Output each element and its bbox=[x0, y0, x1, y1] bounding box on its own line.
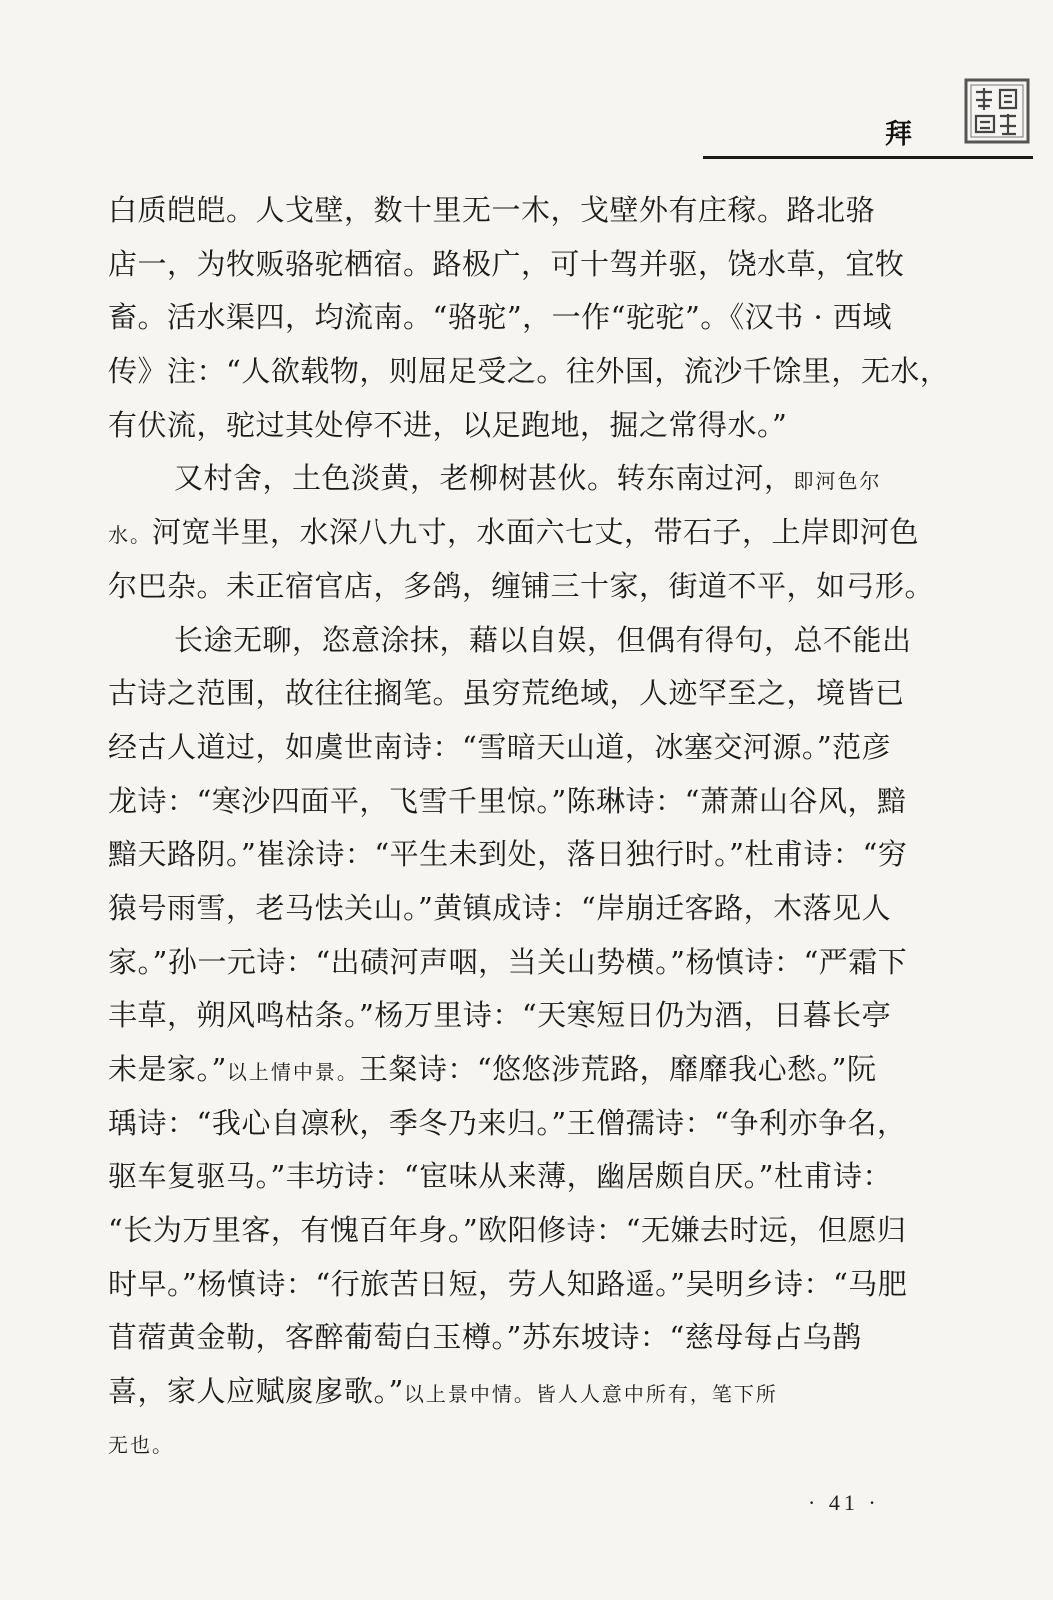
inline-note: 以上情中景。 bbox=[226, 1060, 359, 1084]
inline-note: 无也。 bbox=[108, 1432, 174, 1457]
seal-stamp bbox=[964, 78, 1030, 144]
text-line: 水。河宽半里，水深八九寸，水面六七丈，带石子，上岸即河色 bbox=[108, 515, 920, 550]
text-line: 时早。”杨慎诗：“行旅苦日短，劳人知路遥。”吴明乡诗：“马肥 bbox=[108, 1266, 908, 1301]
text-line: 家。”孙一元诗：“出碛河声咽，当关山势横。”杨慎诗：“严霜下 bbox=[108, 944, 908, 979]
page-number: · 41 · bbox=[808, 1490, 880, 1515]
text-line: 又村舍，土色淡黄，老柳树甚伙。转东南过河，即河色尔 bbox=[174, 461, 882, 496]
text-line: 驱车复驱马。”丰坊诗：“宦味从来薄，幽居颇自厌。”杜甫诗： bbox=[108, 1159, 892, 1194]
body-text bbox=[108, 184, 950, 1473]
text-line: 猿号雨雪，老马怯关山。”黄镇成诗：“岸崩迁客路，木落见人 bbox=[108, 890, 892, 925]
text-line: 有伏流，驼过其处停不进，以足跑地，掘之常得水。” bbox=[108, 407, 788, 442]
text-line: 白质皑皑。人戈壁，数十里无一木，戈壁外有庄稼。路北骆 bbox=[108, 193, 876, 227]
text-line: 尔巴杂。未正宿官店，多鸽，缠铺三十家，街道不平，如弓形。 bbox=[108, 568, 935, 603]
text-line: 喜，家人应赋扊扅歌。”以上景中情。皆人人意中所有，笔下所 bbox=[108, 1374, 778, 1409]
text-line: 未是家。”以上情中景。王粲诗：“悠悠涉荒路，靡靡我心愁。”阮 bbox=[108, 1052, 877, 1086]
text-line: 黯天路阴。”崔涂诗：“平生未到处，落日独行时。”杜甫诗：“穷 bbox=[108, 837, 908, 872]
header-rule bbox=[703, 156, 1033, 159]
chapter-header-char: 拜 bbox=[885, 119, 912, 150]
inline-note: 以上景中情。皆人人意中所有，笔下所 bbox=[403, 1382, 778, 1407]
text-line: “长为万里客，有愧百年身。”欧阳修诗：“无嫌去时远，但愿归 bbox=[108, 1213, 907, 1248]
text-line: 经古人道过，如虞世南诗：“雪暗天山道，冰塞交河源。”范彦 bbox=[108, 729, 892, 764]
inline-note: 即河色尔 bbox=[793, 469, 882, 494]
text-line: 龙诗：“寒沙四面平，飞雪千里惊。”陈琳诗：“萧萧山谷风，黯 bbox=[108, 783, 907, 818]
text-line: 传》注：“人欲载物，则屈足受之。往外国，流沙千馀里，无水， bbox=[108, 354, 950, 389]
text-line: 店一，为牧贩骆驼栖宿。路极广，可十驾并驱，饶水草，宜牧 bbox=[108, 246, 905, 281]
text-line: 丰草，朔风鸣枯条。”杨万里诗：“天寒短日仍为酒，日暮长亭 bbox=[108, 998, 892, 1033]
inline-note: 水。 bbox=[108, 523, 152, 548]
text-line: 古诗之范围，故往往搁笔。虽穷荒绝域，人迹罕至之，境皆已 bbox=[108, 676, 905, 711]
text-line: 苜蓿黄金勒，客醉葡萄白玉樽。”苏东坡诗：“慈母每占乌鹊 bbox=[108, 1320, 862, 1355]
text-line bbox=[108, 1419, 938, 1473]
text-line: 长途无聊，恣意涂抹，藉以自娱，但偶有得句，总不能出 bbox=[174, 622, 912, 657]
text-line: 瑀诗：“我心自凛秋，季冬乃来归。”王僧孺诗：“争利亦争名， bbox=[108, 1105, 907, 1140]
text-line: 畜。活水渠四，均流南。“骆驼”，一作“驼驼”。《汉书 · 西域 bbox=[108, 300, 892, 335]
